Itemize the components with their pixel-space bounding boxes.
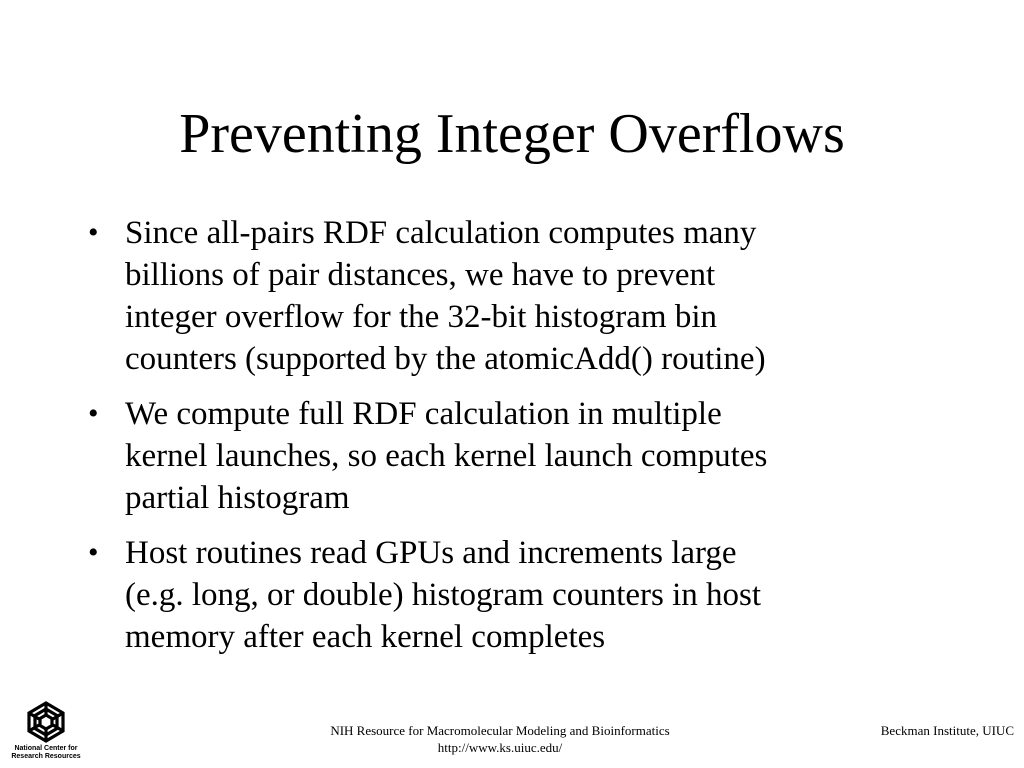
- bullet-dot-icon: •: [88, 216, 99, 249]
- bullet-text: Host routines read GPUs and increments large (e.g. long, or double) histogram counters in host memory after each kernel completes: [125, 535, 762, 655]
- footer-institution: Beckman Institute, UIUC: [880, 723, 1014, 738]
- bullet-dot-icon: •: [88, 397, 99, 430]
- bullet-item: [88, 212, 928, 380]
- footer-url: http://www.ks.uiuc.edu/: [437, 740, 563, 755]
- bullet-item: [88, 393, 928, 519]
- bullet-text: Since all-pairs RDF calculation computes many billions of pair distances, we have to prevent integer overflow for the 32-bit histogram bin counters (supported by the atomicAdd() routine): [125, 215, 766, 377]
- ncrr-logo-icon: [24, 700, 68, 744]
- ncrr-logo: [10, 700, 82, 762]
- slide-title: Preventing Integer Overflows: [179, 103, 845, 165]
- bullet-text: We compute full RDF calculation in multiple kernel launches, so each kernel launch computes partial histogram: [125, 396, 768, 516]
- footer-center: [300, 722, 700, 756]
- logo-text: National Center for Research Resources: [11, 745, 81, 760]
- bullet-dot-icon: •: [88, 536, 99, 569]
- footer-org-name: NIH Resource for Macromolecular Modeling and Bioinformatics: [330, 723, 670, 738]
- bullet-item: [88, 532, 928, 658]
- bullet-list: [88, 212, 928, 671]
